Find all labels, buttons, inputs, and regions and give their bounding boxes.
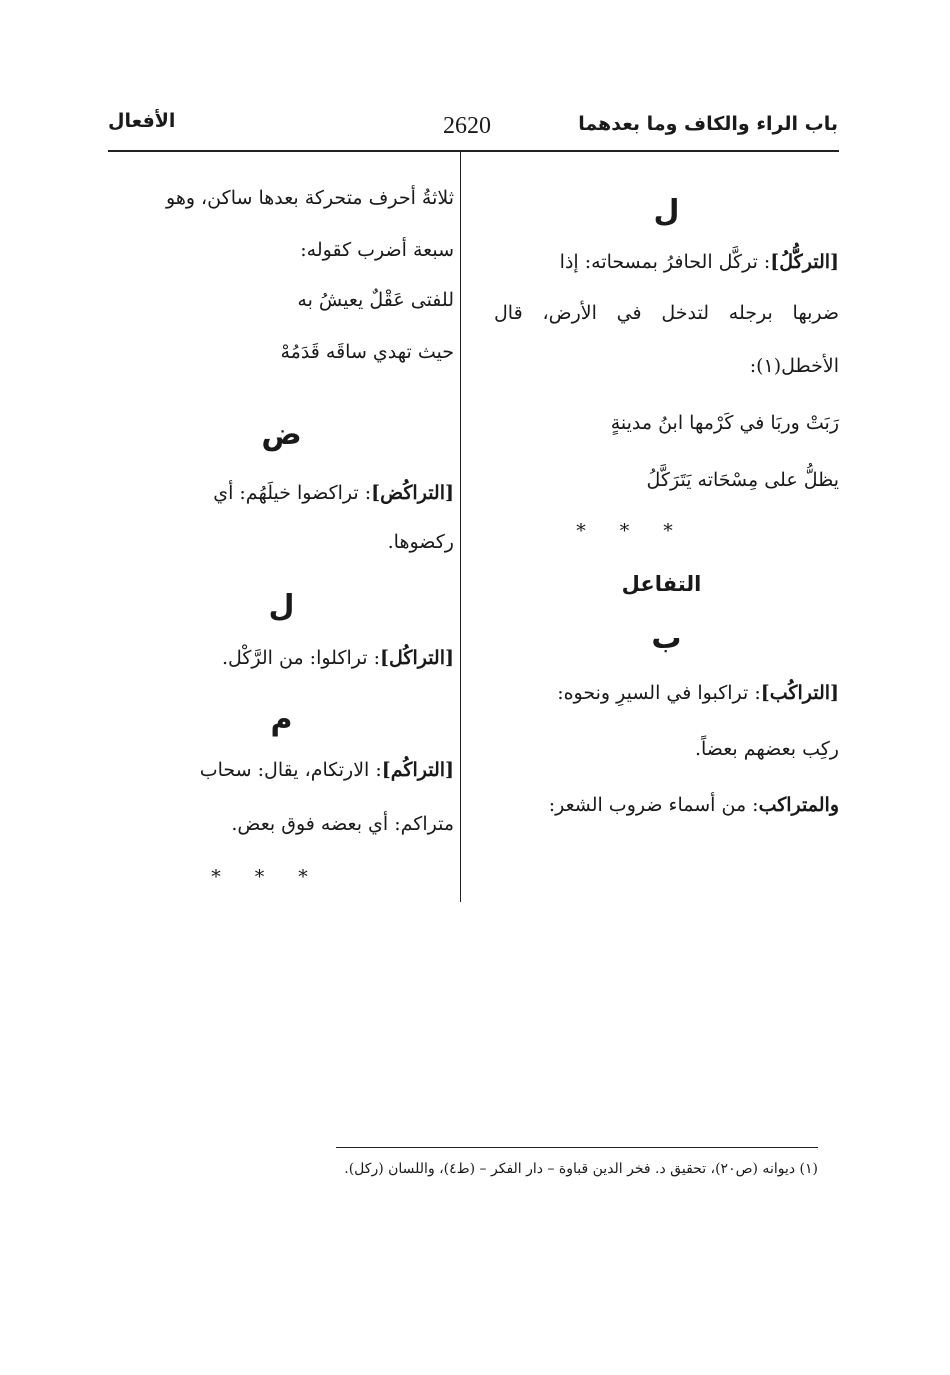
entry-text-line: سبعة أضرب كقوله: (300, 239, 454, 261)
page-number: 2620 (443, 113, 491, 139)
verse-line: حيث تهدي ساقَه قَدَمُهْ (280, 341, 454, 363)
entry-text: : تراكضوا خيلَهُم: أي (213, 482, 372, 504)
entry-term: [التراكُم] (381, 759, 454, 781)
verse-line: رَبَتْ وربَا في كَرْمها ابنُ مدينةٍ (610, 412, 839, 434)
entry-term: [التراكُل] (380, 647, 454, 669)
entry-term: والمتراكب (758, 794, 839, 816)
running-header-chapter: الأفعال (108, 110, 176, 132)
entry-text: : الارتكام، يقال: سحاب (199, 759, 382, 781)
entry-term: [التراكُض] (371, 482, 454, 504)
column-divider (460, 150, 461, 902)
header-rule (108, 150, 839, 152)
running-header-section: باب الراء والكاف وما بعدهما (578, 113, 838, 135)
entry-tarakum (109, 744, 454, 796)
letter-heading-lam: ل (268, 589, 295, 624)
entry-text: : تراكلوا: من الرَّكْل. (221, 647, 381, 669)
entry-tarakkul (494, 236, 839, 288)
entry-text-line: متراكم: أي بعضه فوق بعض. (231, 813, 454, 835)
entry-text-line: ثلاثةُ أحرف متحركة بعدها ساكن، وهو (166, 187, 454, 209)
verse-line: يظلُّ على مِسْحَاته يَتَرَكَّلُ (646, 469, 839, 491)
entry-text-line: ركضوها. (387, 531, 454, 553)
section-heading: التفاعل (621, 572, 702, 596)
entry-text-line: ضربها برجله لتدخل في الأرض، قال (494, 302, 839, 324)
entry-text: : تركَّل الحافرُ بمسحاته: إذا (559, 251, 771, 273)
entry-text-line: ركِب بعضهم بعضاً. (694, 738, 839, 760)
entry-text-line: الأخطل(١): (749, 355, 839, 377)
letter-heading-ba: ب (651, 621, 682, 656)
section-separator: * * * (576, 520, 687, 542)
entry-term: [التركُّلُ] (770, 251, 839, 273)
verse-line: للفتى عَقْلٌ يعيشُ به (297, 289, 454, 311)
letter-heading-mim: م (270, 702, 293, 737)
entry-tarakul (109, 632, 454, 696)
entry-tarakud (109, 464, 454, 522)
entry-term: [التراكُب] (760, 682, 839, 704)
footnote-rule (336, 1147, 818, 1148)
left-column (109, 180, 454, 902)
right-column (494, 188, 839, 834)
entry-text: : تراكبوا في السيرِ ونحوه: (557, 682, 761, 704)
entry-mutarakib (494, 776, 839, 834)
letter-heading-lam: ل (653, 194, 680, 229)
footnote: (١) ديوانه (ص٢٠)، تحقيق د. فخر الدين قباوة – دار الفكر – (ط٤)، واللسان (ركل). (344, 1161, 818, 1177)
entry-tarakub (494, 664, 839, 722)
letter-heading-dad: ض (261, 417, 302, 452)
entry-text: : من أسماء ضروب الشعر: (548, 794, 759, 816)
section-separator: * * * (211, 866, 322, 888)
